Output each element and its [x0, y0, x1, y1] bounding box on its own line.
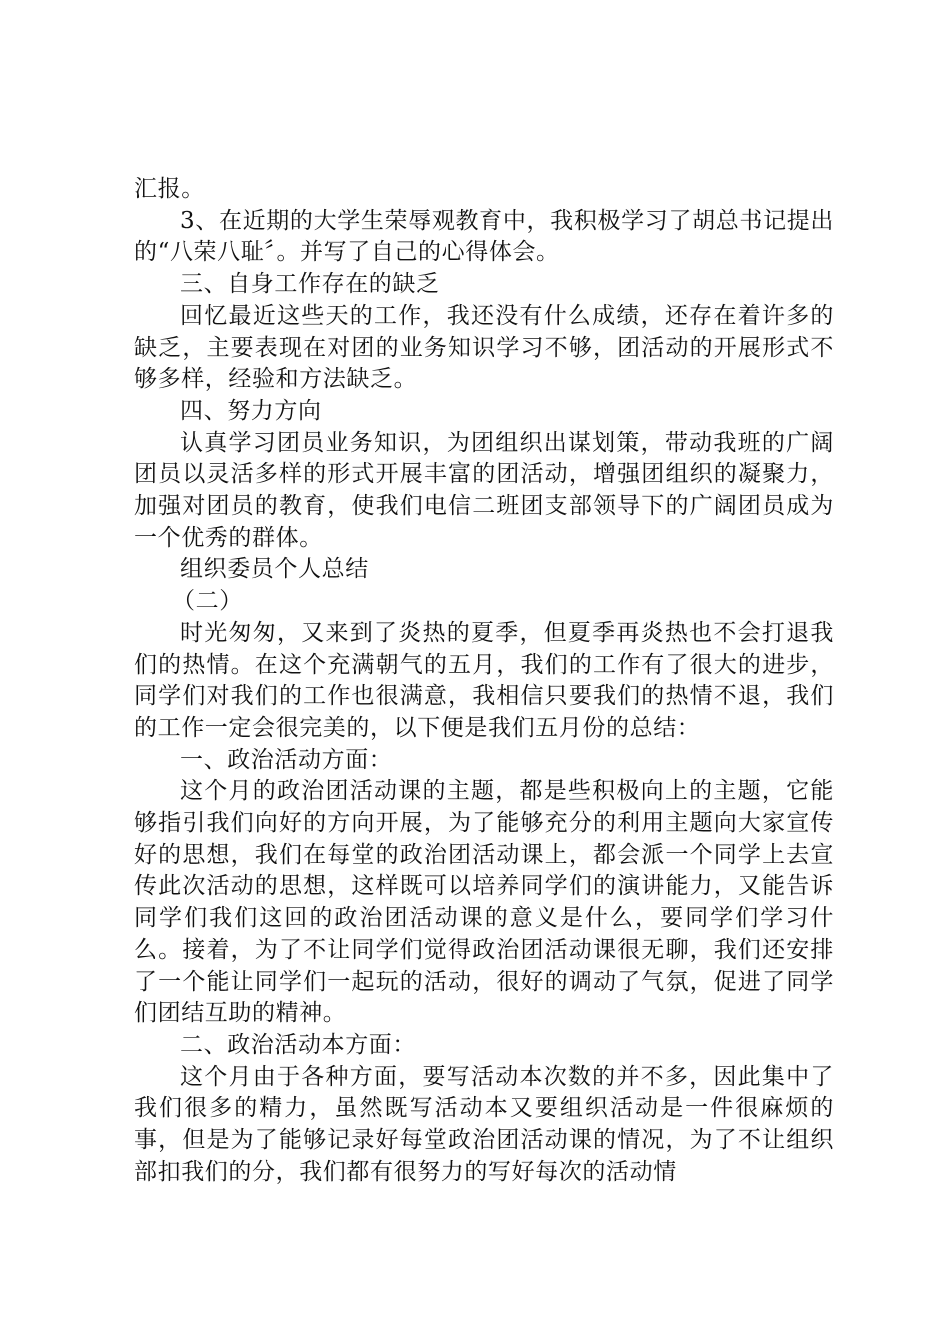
document-body [134, 174, 834, 1189]
section-heading-activity-book: 二、政治活动本方面： [180, 1031, 416, 1058]
section-heading-direction: 四、努力方向 [180, 397, 322, 424]
paragraph-continuation: 汇报。 [134, 176, 205, 202]
paragraph-activity-book: 这个月由于各种方面，要写活动本次数的并不多，因此集中了我们很多的精力，虽然既写活动本又要组织活动是一件很麻烦的事，但是为了能够记录好每堂政治团活动课的情况，为了不让组织部扣我们的分，我们都有很努力的写好每次的活动情 [134, 1063, 834, 1185]
paragraph-political-activity: 这个月的政治团活动课的主题，都是些积极向上的主题，它能够指引我们向好的方向开展，为了能够充分的利用主题向大家宣传好的思想，我们在每堂的政治团活动课上，都会派一个同学上去宣传此次活动的思想，这样既可以培养同学们的演讲能力，又能告诉同学们我们这回的政治团活动课的意义是什么，要同学们学习什么。接着，为了不让同学们觉得政治团活动课很无聊，我们还安排了一个能让同学们一起玩的活动，很好的调动了气氛，促进了同学们团结互助的精神。 [134, 778, 834, 1027]
section-heading-political-activity: 一、政治活动方面： [180, 746, 393, 773]
paragraph-intro: 时光匆匆，又来到了炎热的夏季，但夏季再炎热也不会打退我们的热情。在这个充满朝气的五月，我们的工作有了很大的进步，同学们对我们的工作也很满意，我相信只要我们的热情不退，我们的工作一定会很完美的，以下便是我们五月份的总结： [134, 619, 834, 741]
paragraph-direction: 认真学习团员业务知识，为团组织出谋划策，带动我班的广阔团员以灵活多样的形式开展丰富的团活动，增强团组织的凝聚力，加强对团员的教育，使我们电信二班团支部领导下的广阔团员成为一个优秀的群体。 [134, 429, 834, 551]
paragraph-item-3: 3、在近期的大学生荣辱观教育中，我积极学习了胡总书记提出的“八荣八耻〞。并写了自己的心得体会。 [134, 207, 834, 266]
paragraph-shortcomings: 回忆最近这些天的工作，我还没有什么成绩，还存在着许多的缺乏，主要表现在对团的业务知识学习不够，团活动的开展形式不够多样，经验和方法缺乏。 [134, 302, 834, 393]
document-subtitle: （二） [172, 588, 243, 615]
section-heading-shortcomings: 三、自身工作存在的缺乏 [180, 271, 440, 298]
document-title: 组织委员个人总结 [180, 556, 369, 583]
